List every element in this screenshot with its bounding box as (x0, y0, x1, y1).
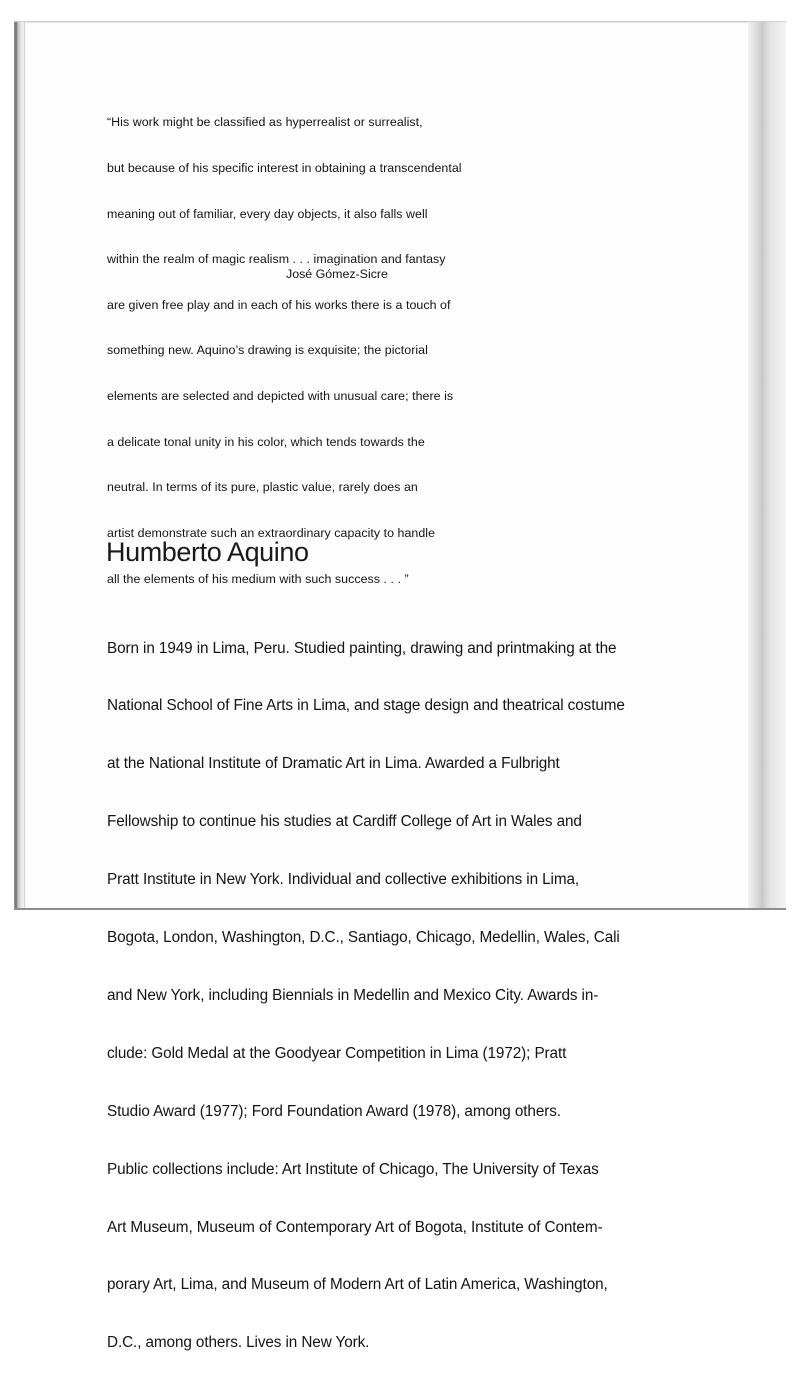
bio-line: Pratt Institute in New York. Individual and collective exhibitions in Lima, (107, 871, 580, 889)
page-right-edge (748, 22, 786, 910)
bio-line: Fellowship to continue his studies at Cardiff College of Art in Wales and (107, 813, 582, 831)
quote-attribution: José Gómez-Sicre (286, 267, 388, 281)
bio-line: at the National Institute of Dramatic Art in Lima. Awarded a Fulbright (107, 755, 560, 773)
quote-line: artist demonstrate such an extraordinary capacity to handle (107, 525, 436, 540)
bio-line: Public collections include: Art Institute of Chicago, The University of Texas (107, 1160, 599, 1178)
biography-paragraph (107, 600, 667, 1391)
bio-line: porary Art, Lima, and Museum of Modern Art of Latin America, Washington, (107, 1276, 608, 1294)
quote-line: “His work might be classified as hyperrealist or surrealist, (107, 115, 423, 130)
bio-line: National School of Fine Arts in Lima, and stage design and theatrical costume (107, 697, 625, 715)
bio-line: Bogota, London, Washington, D.C., Santiago, Chicago, Medellin, Wales, Cali (107, 929, 620, 947)
bio-line: Studio Award (1977); Ford Foundation Award (1978), among others. (107, 1102, 561, 1120)
quote-line: all the elements of his medium with such success . . . ” (107, 571, 409, 586)
bio-line: and New York, including Biennials in Medellin and Mexico City. Awards in- (107, 986, 599, 1004)
bio-line: Art Museum, Museum of Contemporary Art of Bogota, Institute of Contem- (107, 1218, 603, 1236)
binding-line (24, 22, 25, 910)
quote-line: are given free play and in each of his works there is a touch of (107, 297, 451, 312)
quote-line: but because of his specific interest in obtaining a transcendental (107, 161, 462, 176)
bio-line: Born in 1949 in Lima, Peru. Studied painting, drawing and printmaking at the (107, 639, 617, 657)
quote-line: something new. Aquino’s drawing is exquisite; the pictorial (107, 343, 428, 358)
quote-line: elements are selected and depicted with unusual care; there is (107, 389, 454, 404)
quote-line: within the realm of magic realism . . . imagination and fantasy (107, 252, 446, 267)
quote-line: a delicate tonal unity in his color, which tends towards the (107, 434, 425, 449)
page-top-edge (14, 21, 786, 22)
bio-line: D.C., among others. Lives in New York. (107, 1334, 370, 1352)
quote-line: neutral. In terms of its pure, plastic value, rarely does an (107, 480, 418, 495)
quote-line: meaning out of familiar, every day objects, it also falls well (107, 206, 428, 221)
artist-name-heading: Humberto Aquino (106, 537, 309, 567)
bio-line: clude: Gold Medal at the Goodyear Competition in Lima (1972); Pratt (107, 1044, 567, 1062)
